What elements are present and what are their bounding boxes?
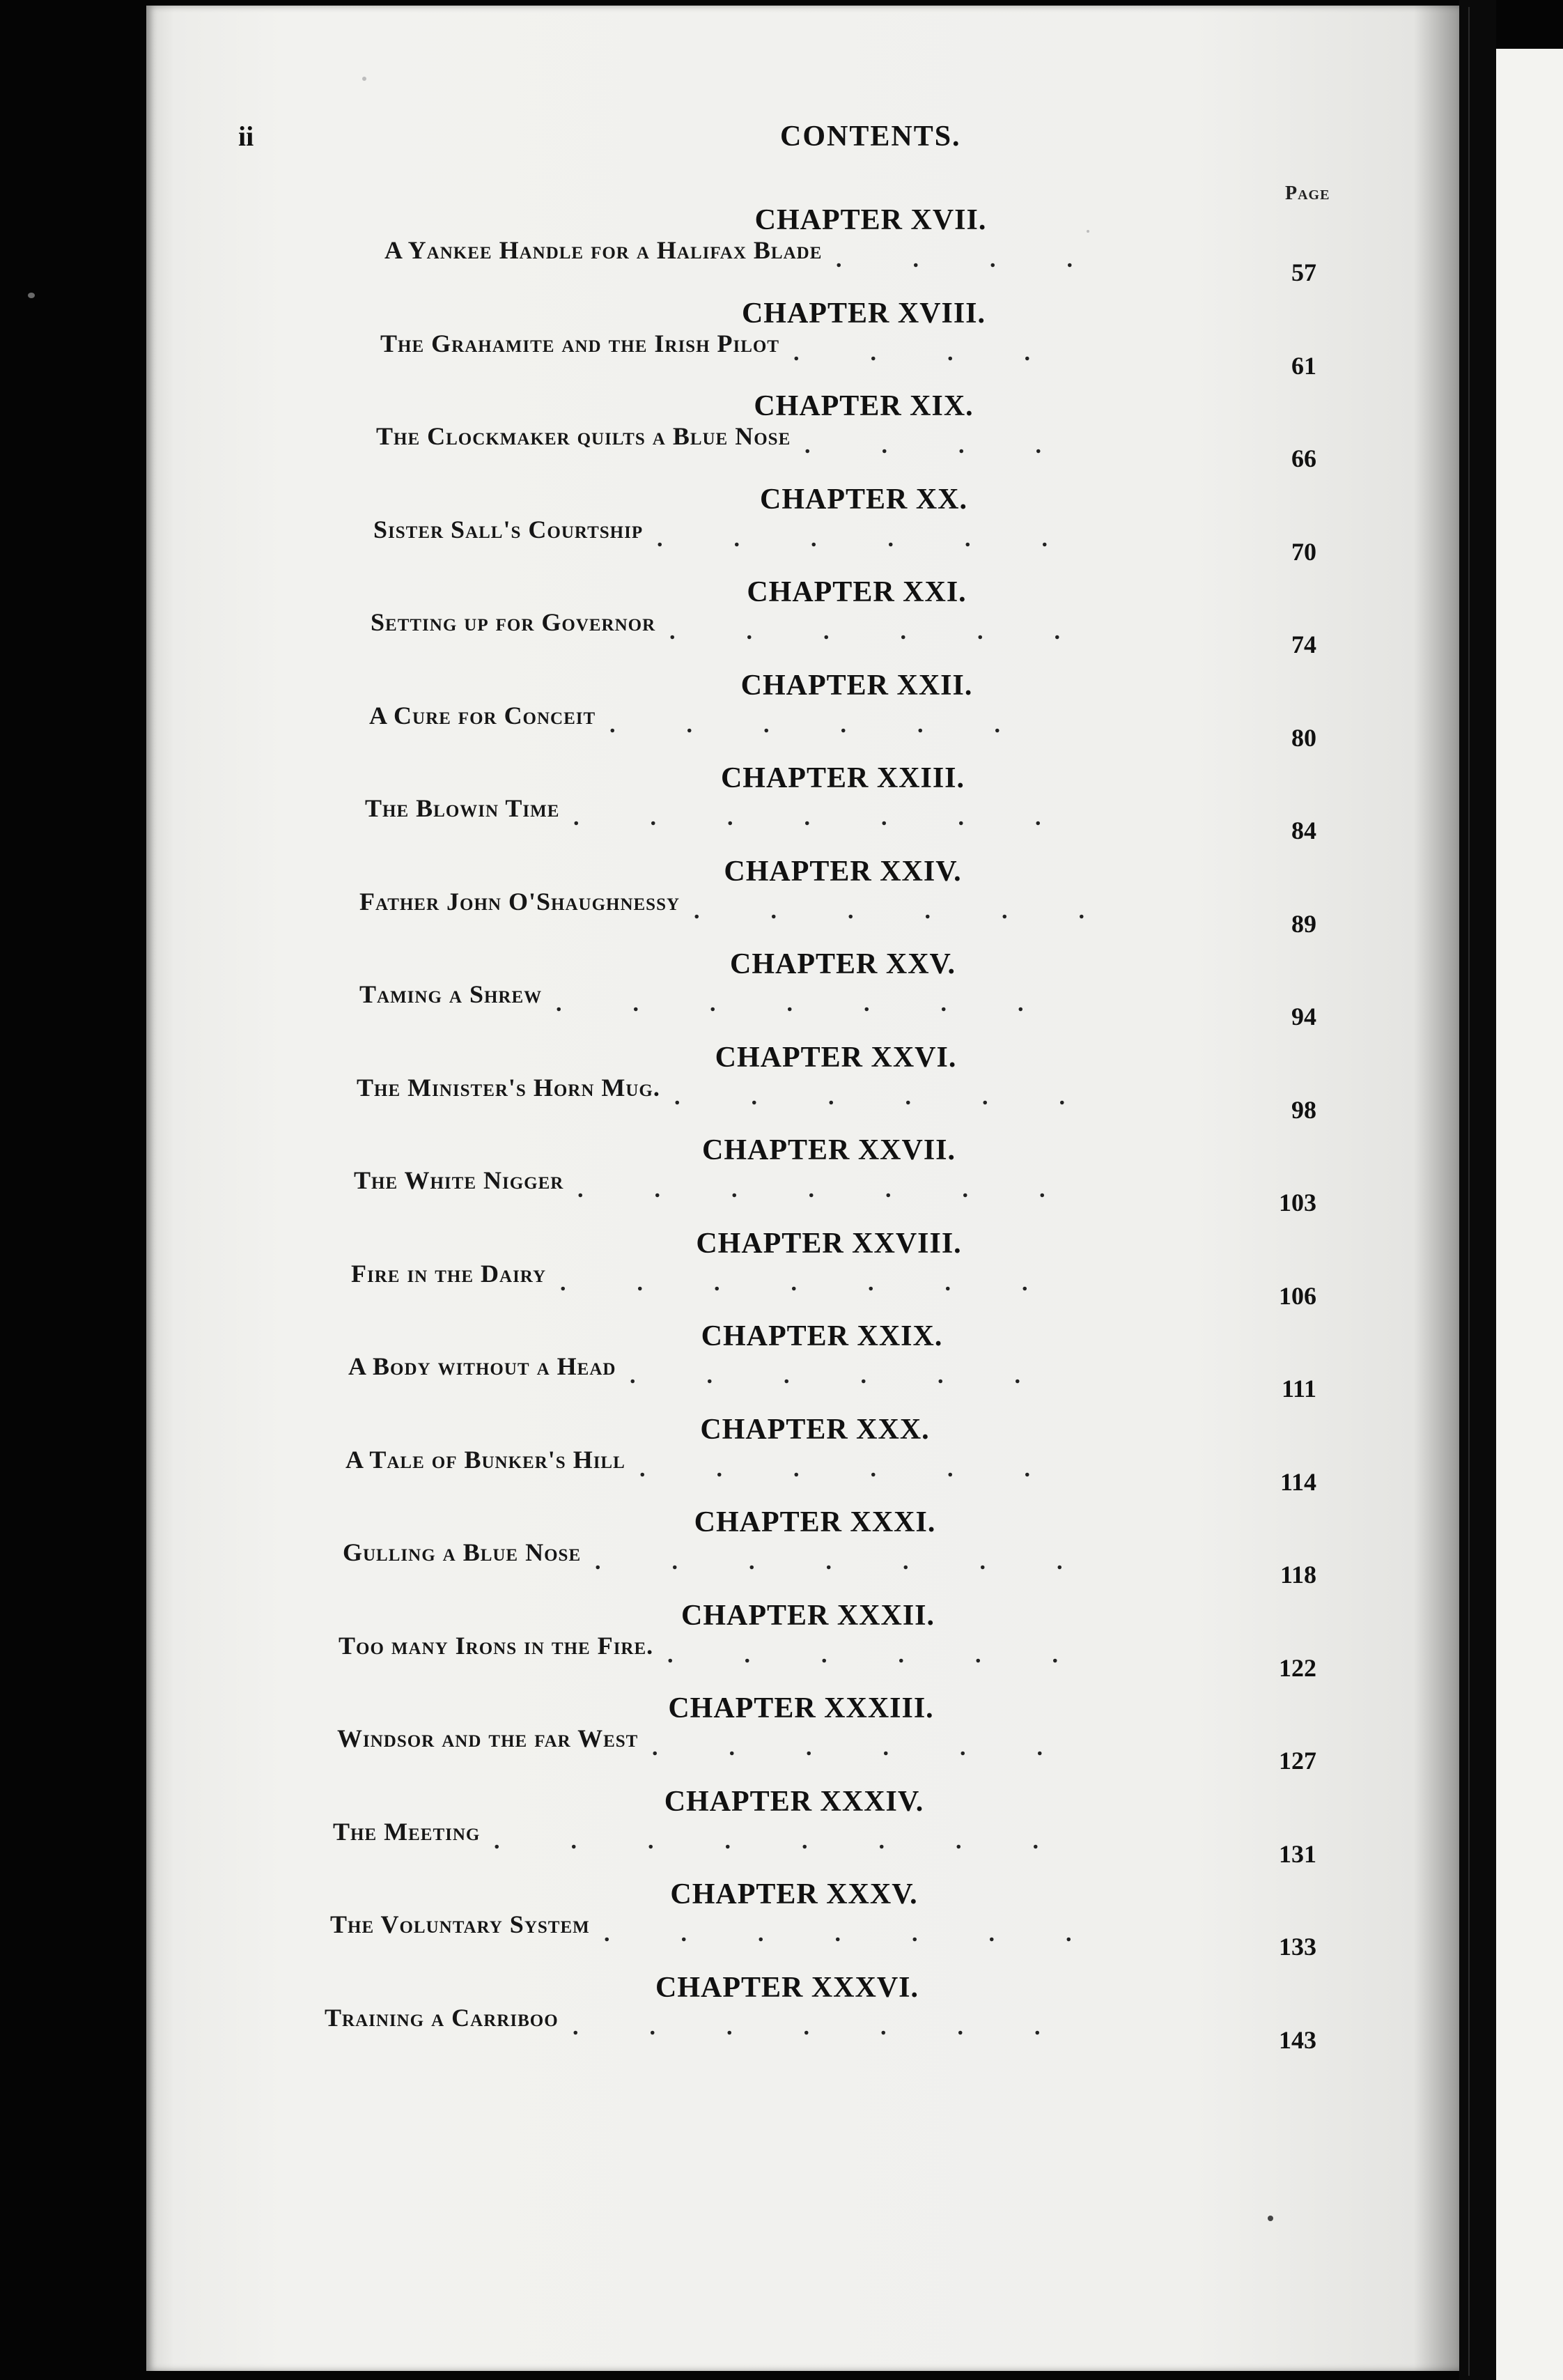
dot-leader: . . . . . . — [639, 1455, 1101, 1482]
page-number: 94 — [1291, 1003, 1316, 1030]
chapter-heading: CHAPTER XXII. — [740, 669, 973, 702]
chapter-title: The White Nigger — [354, 1166, 564, 1194]
toc-entry — [0, 1692, 1563, 1775]
folio-number: ii — [238, 121, 254, 152]
page-number: 84 — [1291, 817, 1316, 844]
page-number: 118 — [1280, 1561, 1316, 1589]
chapter-heading: CHAPTER XXIX. — [701, 1320, 943, 1352]
chapter-title: Father John O'Shaughnessy — [359, 887, 681, 915]
chapter-heading: CHAPTER XXIII. — [720, 762, 965, 794]
page-number: 98 — [1291, 1095, 1316, 1124]
toc-entry — [0, 1134, 1563, 1217]
chapter-title: A Tale of Bunker's Hill — [345, 1445, 625, 1474]
dot-leader: . . . . . . — [652, 1735, 1114, 1761]
page-number: 89 — [1291, 909, 1316, 938]
toc-entry — [0, 1878, 1563, 1961]
page-number: 103 — [1279, 1189, 1316, 1216]
toc-entry — [0, 669, 1563, 752]
chapter-heading: CHAPTER XXIV. — [724, 855, 962, 888]
chapter-title: Windsor and the far West — [337, 1724, 639, 1752]
page-number: 57 — [1291, 258, 1316, 286]
chapter-title: The Blowin Time — [365, 794, 560, 822]
dot-leader: . . . . . . — [630, 1363, 1091, 1389]
dot-leader: . . . . . . — [694, 897, 1156, 924]
chapter-heading: CHAPTER XXI. — [747, 576, 967, 608]
paper-speck — [1268, 2216, 1273, 2221]
dot-leader: . . . . . . — [669, 619, 1131, 644]
page-number: 61 — [1291, 351, 1316, 380]
toc-entry — [0, 762, 1563, 845]
toc-entry — [0, 855, 1563, 938]
chapter-heading: CHAPTER XXVII. — [701, 1134, 956, 1166]
page-number: 106 — [1279, 1281, 1316, 1310]
chapter-title: Sister Sall's Courtship — [373, 515, 644, 543]
page-number: 74 — [1291, 631, 1316, 658]
chapter-title: Too many Irons in the Fire. — [339, 1631, 654, 1660]
page-number: 131 — [1279, 1839, 1316, 1868]
toc-entry — [0, 389, 1563, 473]
dot-leader: . . . . . . . — [595, 1549, 1134, 1575]
page-number: 70 — [1291, 537, 1316, 566]
paper-speck — [362, 77, 366, 81]
toc-entry — [0, 1413, 1563, 1497]
toc-entry — [0, 297, 1563, 380]
chapter-heading: CHAPTER XVII. — [754, 204, 987, 236]
page-number: 122 — [1279, 1653, 1316, 1682]
chapter-title: Taming a Shrew — [359, 980, 543, 1008]
dot-leader: . . . . . . . — [573, 2014, 1112, 2040]
chapter-heading: CHAPTER XIX. — [754, 390, 974, 422]
toc-entry — [0, 1971, 1563, 2055]
page-number: 111 — [1281, 1375, 1316, 1402]
toc-entry — [0, 483, 1563, 566]
toc-entry — [0, 1227, 1563, 1311]
toc-entry — [0, 575, 1563, 659]
chapter-title: The Voluntary System — [330, 1910, 590, 1938]
dot-leader: . . . . . . . — [556, 991, 1095, 1017]
dot-leader: . . . . . . . — [604, 1921, 1143, 1947]
toc-entry — [0, 948, 1563, 1031]
page-number: 143 — [1279, 2025, 1316, 2054]
running-head: CONTENTS. — [780, 121, 961, 153]
chapter-title: A Cure for Conceit — [369, 701, 596, 729]
toc-entry — [0, 1506, 1563, 1589]
chapter-title: The Grahamite and the Irish Pilot — [380, 329, 780, 357]
page-number: 133 — [1279, 1933, 1316, 1961]
toc-entry — [0, 1320, 1563, 1403]
chapter-title: Fire in the Dairy — [351, 1259, 547, 1288]
dot-leader: . . . . — [804, 433, 1112, 458]
dot-leader: . . . . — [793, 339, 1101, 366]
toc-entry — [0, 1599, 1563, 1683]
chapter-heading: CHAPTER XXVIII. — [696, 1227, 962, 1260]
dot-leader: . . . . . . . . — [494, 1828, 1110, 1854]
chapter-title: Gulling a Blue Nose — [343, 1538, 582, 1566]
page-number: 114 — [1280, 1467, 1316, 1496]
chapter-heading: CHAPTER XVIII. — [741, 297, 986, 330]
chapter-heading: CHAPTER XX. — [759, 483, 968, 516]
page-number: 80 — [1291, 723, 1316, 752]
chapter-heading: CHAPTER XXXII. — [681, 1599, 935, 1632]
chapter-heading: CHAPTER XXXIV. — [664, 1785, 924, 1818]
chapter-heading: CHAPTER XXVI. — [715, 1041, 957, 1074]
chapter-title: The Meeting — [333, 1817, 481, 1846]
toc-entry — [0, 203, 1563, 287]
toc-entry — [0, 1041, 1563, 1125]
dot-leader: . . . . . . . — [573, 805, 1112, 830]
chapter-title: Setting up for Governor — [371, 608, 656, 636]
chapter-title: Training a Carriboo — [325, 2003, 559, 2032]
dot-leader: . . . . . . — [674, 1083, 1136, 1110]
dot-leader: . . . . — [836, 247, 1144, 272]
dot-leader: . . . . . . . — [560, 1269, 1099, 1296]
chapter-title: A Yankee Handle for a Halifax Blade — [384, 236, 823, 264]
dot-leader: . . . . . . — [609, 711, 1071, 738]
dot-leader: . . . . . . — [657, 525, 1119, 552]
chapter-heading: CHAPTER XXX. — [700, 1413, 930, 1446]
dot-leader: . . . . . . . — [577, 1177, 1117, 1203]
chapter-heading: CHAPTER XXXI. — [694, 1506, 936, 1538]
chapter-heading: CHAPTER XXV. — [730, 948, 956, 980]
page-number: 66 — [1291, 445, 1316, 472]
page-number: 127 — [1279, 1747, 1316, 1775]
dot-leader: . . . . . . — [667, 1641, 1129, 1668]
chapter-heading: CHAPTER XXXV. — [670, 1878, 918, 1910]
chapter-heading: CHAPTER XXXIII. — [668, 1692, 934, 1724]
chapter-title: The Clockmaker quilts a Blue Nose — [376, 422, 791, 450]
toc-entry — [0, 1785, 1563, 1869]
page-column-label: Page — [1285, 183, 1330, 204]
chapter-heading: CHAPTER XXXVI. — [655, 1971, 919, 2004]
chapter-title: The Minister's Horn Mug. — [357, 1073, 660, 1102]
chapter-title: A Body without a Head — [348, 1352, 616, 1380]
